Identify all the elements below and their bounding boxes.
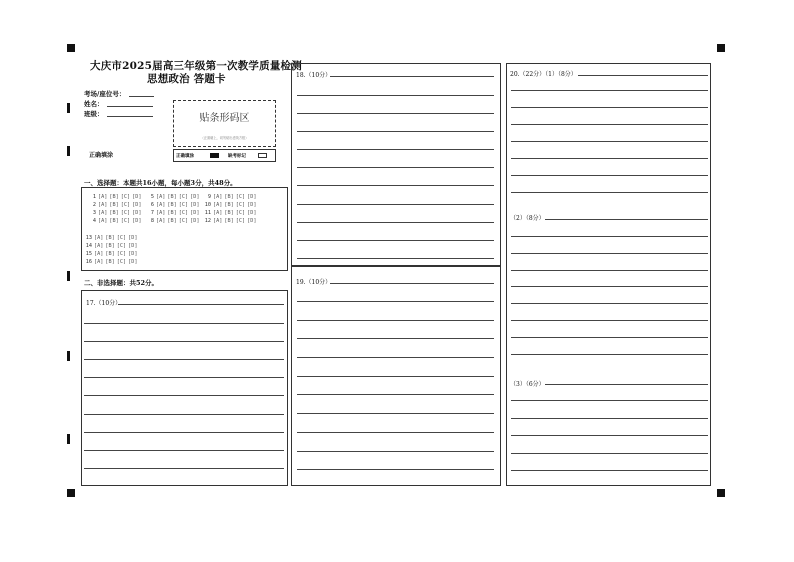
writing-line — [84, 450, 284, 451]
writing-line — [511, 270, 708, 271]
writing-line — [84, 468, 284, 469]
choice-number: 10 — [204, 202, 211, 208]
choice-bubble[interactable]: [C] — [235, 194, 246, 200]
choice-row-q7 — [146, 210, 202, 216]
registration-mark — [67, 44, 75, 52]
timing-mark — [67, 146, 70, 156]
choice-bubble[interactable]: [B] — [105, 235, 115, 241]
writing-line — [297, 113, 494, 114]
choice-number: 14 — [85, 243, 92, 249]
choice-row-q3 — [88, 210, 144, 216]
writing-line — [297, 451, 494, 452]
choice-bubble[interactable]: [C] — [116, 243, 127, 249]
choice-row-q2 — [88, 202, 144, 208]
choice-bubble[interactable]: [D] — [132, 202, 142, 208]
choice-bubble[interactable]: [D] — [190, 218, 200, 224]
choice-bubble[interactable]: [A] — [156, 218, 166, 224]
choice-row-q10 — [203, 202, 259, 208]
choice-bubble[interactable]: [C] — [235, 202, 246, 208]
writing-line — [511, 175, 708, 176]
writing-line — [297, 469, 494, 470]
choice-bubble[interactable]: [C] — [235, 210, 246, 216]
writing-line — [511, 354, 708, 355]
writing-line — [84, 414, 284, 415]
choice-bubble[interactable]: [A] — [156, 210, 166, 216]
barcode-area — [173, 100, 276, 147]
choice-bubble[interactable]: [B] — [105, 259, 115, 265]
answer-box-q17[interactable] — [81, 290, 288, 486]
writing-line — [511, 124, 708, 125]
field-label-name: 姓名： — [84, 100, 104, 108]
choice-bubble[interactable]: [B] — [224, 194, 234, 200]
writing-line — [545, 384, 708, 385]
choice-bubble[interactable]: [B] — [167, 210, 177, 216]
writing-line — [297, 357, 494, 358]
writing-line — [511, 320, 708, 321]
writing-line — [511, 236, 708, 237]
writing-line — [84, 395, 284, 396]
writing-line — [84, 359, 284, 360]
choice-bubble[interactable]: [C] — [120, 218, 131, 224]
choice-number: 4 — [92, 218, 96, 224]
barcode-note: （正面朝上，切勿贴出虚线方框） — [200, 136, 249, 140]
choice-bubble[interactable]: [D] — [128, 243, 138, 249]
choice-bubble[interactable]: [C] — [178, 218, 189, 224]
writing-line — [84, 323, 284, 324]
choice-bubble[interactable]: [C] — [178, 210, 189, 216]
choice-number: 9 — [207, 194, 211, 200]
writing-line — [297, 394, 494, 395]
choice-number: 5 — [150, 194, 154, 200]
writing-line — [297, 432, 494, 433]
q20-part1-label: 20.（22分）（1）（8分） — [510, 71, 577, 78]
choice-number: 15 — [85, 251, 92, 257]
fill-legend — [173, 149, 276, 162]
choice-number: 3 — [92, 210, 96, 216]
choice-bubble[interactable]: [A] — [98, 194, 108, 200]
choice-bubble[interactable]: [B] — [167, 194, 177, 200]
choice-number: 11 — [204, 210, 211, 216]
name-field[interactable] — [107, 106, 153, 107]
writing-line — [330, 283, 494, 284]
choice-bubble[interactable]: [A] — [94, 243, 104, 249]
choice-row-q4 — [88, 218, 144, 224]
writing-line — [297, 320, 494, 321]
writing-line — [84, 341, 284, 342]
choice-number: 1 — [92, 194, 96, 200]
choice-bubble[interactable]: [A] — [94, 259, 104, 265]
field-label-seat: 考场/座位号： — [84, 90, 126, 98]
choice-bubble[interactable]: [D] — [190, 210, 200, 216]
choice-number: 7 — [150, 210, 154, 216]
choice-row-q16 — [84, 259, 140, 265]
choice-bubble[interactable]: [A] — [213, 210, 223, 216]
choice-bubble[interactable]: [D] — [132, 218, 142, 224]
exam-subtitle: 思想政治 答题卡 — [147, 73, 226, 85]
choice-bubble[interactable]: [C] — [120, 194, 131, 200]
writing-line — [297, 413, 494, 414]
writing-line — [511, 453, 708, 454]
choice-bubble[interactable]: [D] — [247, 210, 257, 216]
class-field[interactable] — [107, 116, 153, 117]
choice-bubble[interactable]: [B] — [224, 202, 234, 208]
writing-line — [578, 75, 708, 76]
choice-bubble[interactable]: [C] — [178, 202, 189, 208]
choice-bubble[interactable]: [B] — [105, 243, 115, 249]
timing-mark — [67, 434, 70, 444]
choice-bubble[interactable]: [B] — [105, 251, 115, 257]
choice-number: 16 — [85, 259, 92, 265]
registration-mark — [717, 489, 725, 497]
choice-row-q1 — [88, 194, 144, 200]
writing-line — [297, 240, 494, 241]
writing-line — [511, 470, 708, 471]
writing-line — [545, 219, 708, 220]
answer-box-q18[interactable] — [291, 63, 501, 266]
writing-line — [511, 400, 708, 401]
writing-line — [297, 338, 494, 339]
choice-row-q15 — [84, 251, 140, 257]
choice-row-q5 — [146, 194, 202, 200]
filled-mark-icon — [210, 153, 219, 158]
choice-bubble[interactable]: [D] — [128, 235, 138, 241]
section2-heading: 二、非选择题：共52分。 — [84, 279, 159, 287]
correct-fill-label: 正确填涂 — [176, 154, 194, 159]
timing-mark — [67, 271, 70, 281]
q20-part3-label: （3）（6分） — [510, 381, 545, 388]
choice-row-q8 — [146, 218, 202, 224]
answer-box-q20[interactable] — [506, 63, 711, 486]
choice-bubble[interactable]: [C] — [120, 210, 131, 216]
choice-bubble[interactable]: [D] — [128, 259, 138, 265]
choice-bubble[interactable]: [C] — [120, 202, 131, 208]
writing-line — [84, 377, 284, 378]
choice-bubble[interactable]: [A] — [98, 202, 108, 208]
choice-bubble[interactable]: [D] — [190, 202, 200, 208]
writing-line — [330, 76, 494, 77]
q19-label: 19.（10分） — [296, 279, 332, 286]
choice-bubble[interactable]: [B] — [224, 210, 234, 216]
choice-bubble[interactable]: [D] — [247, 202, 257, 208]
registration-mark — [717, 44, 725, 52]
choice-number: 13 — [85, 235, 92, 241]
choice-bubble[interactable]: [C] — [116, 251, 127, 257]
choice-bubble[interactable]: [A] — [156, 202, 166, 208]
choice-bubble[interactable]: [A] — [156, 194, 166, 200]
writing-line — [511, 158, 708, 159]
choice-bubble[interactable]: [A] — [98, 210, 108, 216]
choice-bubble[interactable]: [D] — [128, 251, 138, 257]
choice-bubble[interactable]: [C] — [235, 218, 246, 224]
choice-bubble[interactable]: [B] — [167, 218, 177, 224]
choice-row-q11 — [203, 210, 259, 216]
q20-part2-label: （2）（8分） — [510, 215, 545, 222]
choice-bubble[interactable]: [A] — [213, 202, 223, 208]
writing-line — [297, 185, 494, 186]
choice-bubble[interactable]: [A] — [98, 218, 108, 224]
writing-line — [297, 204, 494, 205]
side-code: 正确填涂 — [89, 152, 114, 159]
writing-line — [297, 376, 494, 377]
writing-line — [297, 131, 494, 132]
writing-line — [297, 301, 494, 302]
timing-mark — [67, 351, 70, 361]
missing-mark-checkbox[interactable] — [258, 153, 267, 158]
writing-line — [511, 192, 708, 193]
choice-number: 8 — [150, 218, 154, 224]
choice-bubble[interactable]: [A] — [94, 235, 104, 241]
choice-bubble[interactable]: [D] — [132, 210, 142, 216]
writing-line — [511, 253, 708, 254]
writing-line — [511, 107, 708, 108]
writing-line — [297, 95, 494, 96]
choice-row-q6 — [146, 202, 202, 208]
choice-bubble[interactable]: [B] — [109, 210, 119, 216]
registration-mark — [67, 489, 75, 497]
choice-bubble[interactable]: [B] — [224, 218, 234, 224]
choice-bubble[interactable]: [D] — [247, 218, 257, 224]
choice-bubble[interactable]: [C] — [116, 259, 127, 265]
choice-row-q13 — [84, 235, 140, 241]
q17-label: 17.（10分） — [86, 300, 122, 307]
choice-row-q14 — [84, 243, 140, 249]
choice-bubble[interactable]: [A] — [213, 218, 223, 224]
writing-line — [511, 90, 708, 91]
q18-label: 18.（10分） — [296, 72, 332, 79]
choice-bubble[interactable]: [D] — [247, 194, 257, 200]
writing-line — [297, 222, 494, 223]
writing-line — [511, 418, 708, 419]
choice-bubble[interactable]: [B] — [167, 202, 177, 208]
writing-line — [297, 149, 494, 150]
choice-bubble[interactable]: [D] — [132, 194, 142, 200]
writing-line — [84, 432, 284, 433]
choice-row-q12 — [203, 218, 259, 224]
writing-line — [297, 167, 494, 168]
choice-bubble[interactable]: [C] — [116, 235, 127, 241]
field-label-class: 班级： — [84, 110, 104, 118]
choice-number: 12 — [204, 218, 211, 224]
timing-mark — [67, 103, 70, 113]
writing-line — [511, 435, 708, 436]
choice-bubble[interactable]: [D] — [190, 194, 200, 200]
seat-field[interactable] — [129, 96, 154, 97]
choice-number: 6 — [150, 202, 154, 208]
writing-line — [511, 303, 708, 304]
choice-bubble[interactable]: [A] — [94, 251, 104, 257]
choice-bubble[interactable]: [A] — [213, 194, 223, 200]
choice-bubble[interactable]: [B] — [109, 194, 119, 200]
writing-line — [511, 337, 708, 338]
writing-line — [511, 141, 708, 142]
missing-mark-label: 缺考标记 — [228, 154, 246, 159]
exam-title: 大庆市2025届高三年级第一次教学质量检测 — [90, 60, 302, 72]
writing-line — [118, 304, 284, 305]
choice-number: 2 — [92, 202, 96, 208]
choice-bubble[interactable]: [C] — [178, 194, 189, 200]
writing-line — [297, 258, 494, 259]
writing-line — [511, 286, 708, 287]
barcode-label: 贴条形码区 — [199, 113, 250, 124]
choice-bubble[interactable]: [B] — [109, 218, 119, 224]
choice-bubble[interactable]: [B] — [109, 202, 119, 208]
section1-heading: 一、选择题：本题共16小题，每小题3分，共48分。 — [84, 179, 237, 187]
choice-row-q9 — [203, 194, 259, 200]
